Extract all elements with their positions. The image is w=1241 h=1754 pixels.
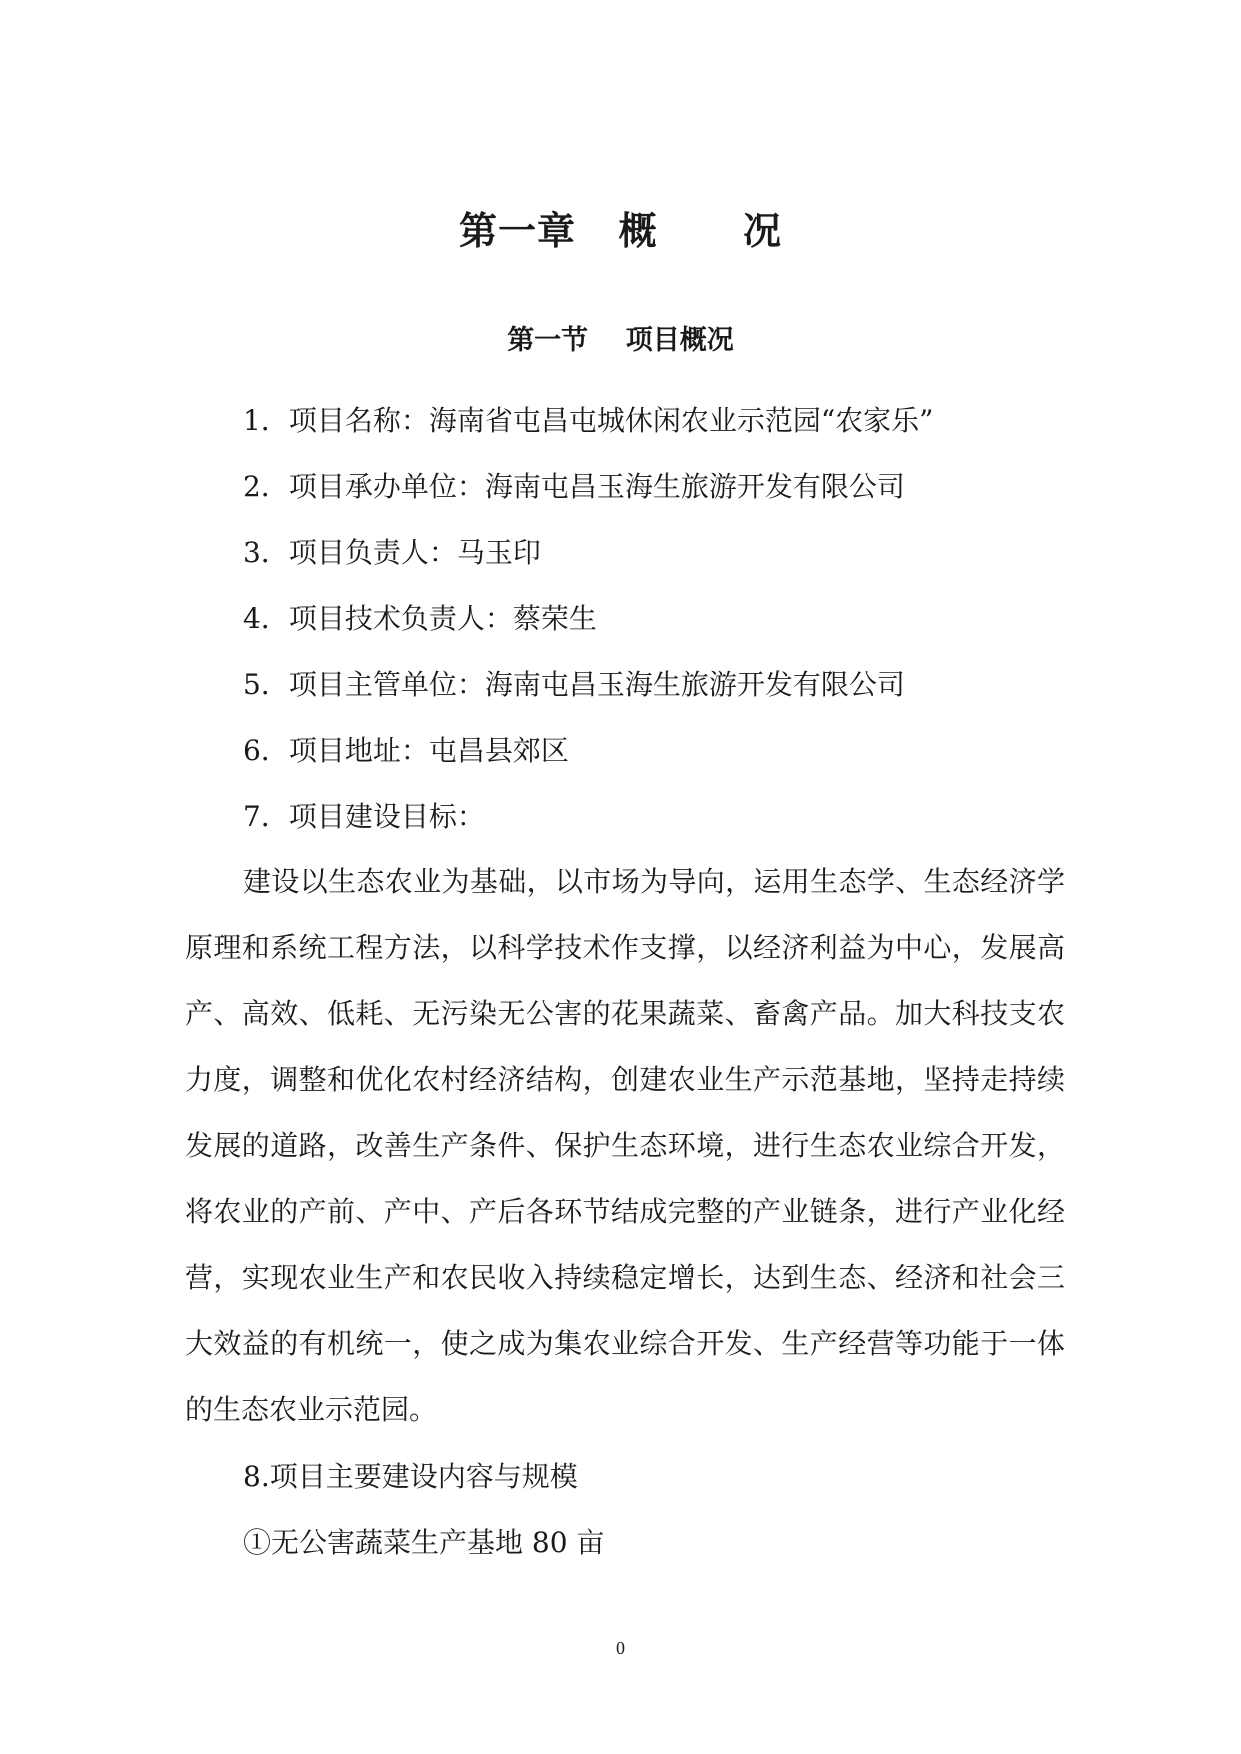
sub-item-vegetable-base: ①无公害蔬菜生产基地 80 亩 <box>243 1526 605 1559</box>
page-number: 0 <box>616 1638 625 1658</box>
item-technical-leader: 4．项目技术负责人：蔡荣生 <box>243 602 597 635</box>
chapter-title: 第一章 概 况 <box>458 209 783 253</box>
item-project-address: 6．项目地址：屯昌县郊区 <box>243 734 569 767</box>
item-project-leader: 3．项目负责人：马玉印 <box>243 536 541 569</box>
item-supervising-unit: 5．项目主管单位：海南屯昌玉海生旅游开发有限公司 <box>243 668 905 701</box>
section-title: 第一节 项目概况 <box>507 325 734 356</box>
item-main-construction: 8.项目主要建设内容与规模 <box>243 1460 578 1493</box>
item-construction-goal: 7．项目建设目标： <box>243 800 485 833</box>
construction-goal-paragraph: 建设以生态农业为基础，以市场为导向，运用生态学、生态经济学原理和系统工程方法，以科学技术作支撑，以经济利益为中心，发展高产、高效、低耗、无污染无公害的花果蔬菜、畜禽产品。加大科技支农力度，调整和优化农村经济结构，创建农业生产示范基地，坚持走持续发展的道路，改善生产条件、保护生态环境，进行生态农业综合开发，将农业的产前、产中、产后各环节结成完整的产业链条，进行产业化经营，实现农业生产和农民收入持续稳定增长，达到生态、经济和社会三大效益的有机统一，使之成为集农业综合开发、生产经营等功能于一体的生态农业示范园。 <box>185 865 1065 1426</box>
item-undertaking-unit: 2．项目承办单位：海南屯昌玉海生旅游开发有限公司 <box>243 470 905 503</box>
item-project-name: 1．项目名称：海南省屯昌屯城休闲农业示范园“农家乐” <box>243 404 934 437</box>
